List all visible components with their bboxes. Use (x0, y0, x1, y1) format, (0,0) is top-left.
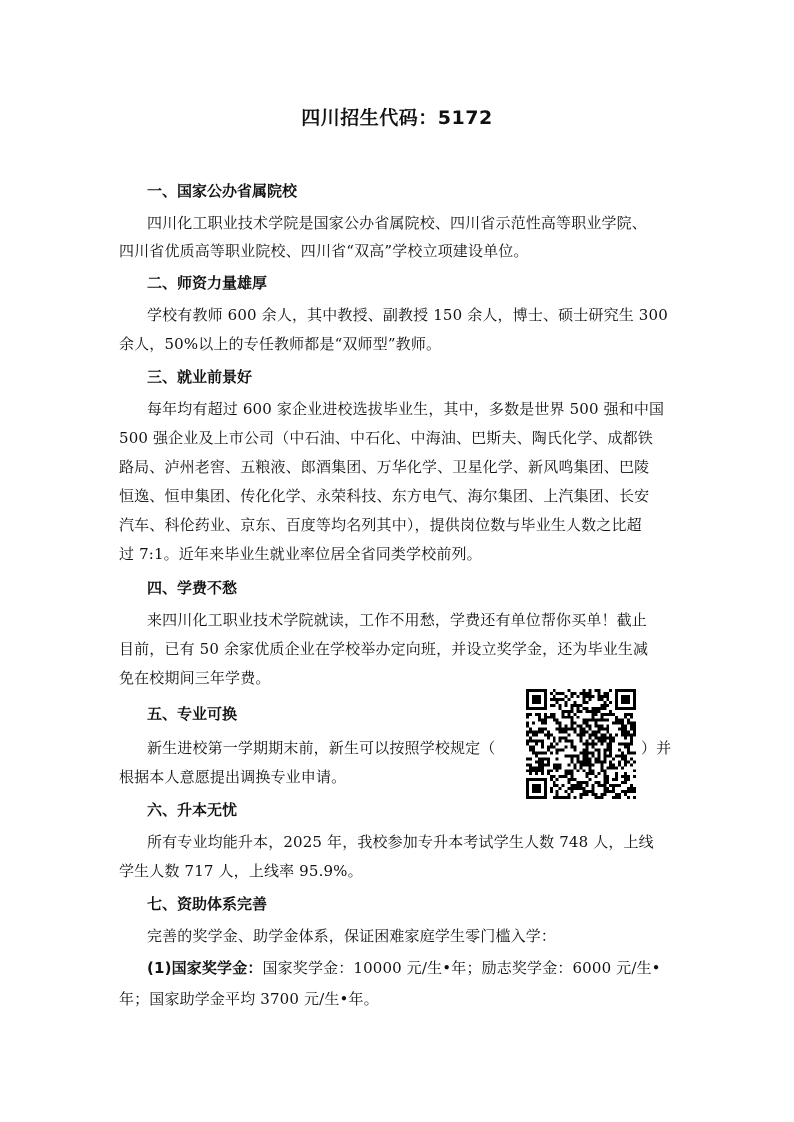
section-5-line-1a: 新生进校第一学期期末前，新生可以按照学校规定（ (147, 739, 496, 757)
section-4-line-2: 目前，已有 50 余家优质企业在学校举办定向班，并设立奖学金，还为毕业生减 (119, 640, 649, 658)
section-6-line-1: 所有专业均能升本，2025 年，我校参加专升本考试学生人数 748 人，上线 (147, 833, 654, 851)
section-1-line-2: 四川省优质高等职业院校、四川省“双高”学校立项建设单位。 (119, 242, 529, 260)
section-3-line-3: 路局、泸州老窖、五粮液、郎酒集团、万华化学、卫星化学、新风鸣集团、巴陵 (119, 458, 650, 476)
section-5-line-2: 根据本人意愿提出调换专业申请。 (119, 768, 347, 786)
page-title: 四川招生代码：5172 (301, 107, 493, 129)
section-3-line-2: 500 强企业及上市公司（中石油、中石化、中海油、巴斯夫、陶氏化学、成都铁 (119, 429, 653, 447)
section-heading-6: 六、升本无忧 (147, 801, 238, 819)
national-scholarship-text: 国家奖学金：10000 元/生•年；励志奖学金：6000 元/生• (262, 959, 661, 977)
section-6-line-2: 学生人数 717 人，上线率 95.9%。 (119, 862, 363, 880)
section-heading-5: 五、专业可换 (147, 705, 238, 723)
section-heading-3: 三、就业前景好 (147, 368, 253, 386)
section-heading-2: 二、师资力量雄厚 (147, 274, 268, 292)
section-4-line-3: 免在校期间三年学费。 (119, 669, 271, 687)
section-7-line-2 (147, 957, 661, 978)
section-3-line-6: 过 7:1。近年来毕业生就业率位居全省同类学校前列。 (119, 545, 482, 563)
section-heading-4: 四、学费不愁 (147, 579, 238, 597)
qr-code-icon (526, 689, 636, 799)
section-5-line-1b: ）并 (641, 739, 672, 757)
section-2-line-2: 余人，50%以上的专任教师都是“双师型”教师。 (119, 335, 442, 353)
section-3-line-4: 恒逸、恒申集团、传化化学、永荣科技、东方电气、海尔集团、上汽集团、长安 (119, 487, 650, 505)
section-2-line-1: 学校有教师 600 余人，其中教授、副教授 150 余人，博士、硕士研究生 300 (147, 306, 668, 324)
section-7-line-1: 完善的奖学金、助学金体系，保证困难家庭学生零门槛入学： (147, 927, 557, 945)
section-3-line-5: 汽车、科伦药业、京东、百度等均名列其中），提供岗位数与毕业生人数之比超 (119, 516, 642, 534)
section-4-line-1: 来四川化工职业技术学院就读，工作不用愁，学费还有单位帮你买单！截止 (147, 611, 647, 629)
section-3-line-1: 每年均有超过 600 家企业进校选拔毕业生，其中，多数是世界 500 强和中国 (147, 400, 665, 418)
section-7-line-3: 年；国家助学金平均 3700 元/生•年。 (119, 990, 379, 1008)
section-1-line-1: 四川化工职业技术学院是国家公办省属院校、四川省示范性高等职业学院、 (147, 214, 647, 232)
section-heading-1: 一、国家公办省属院校 (147, 182, 298, 200)
section-heading-7: 七、资助体系完善 (147, 895, 268, 913)
national-scholarship-label: (1)国家奖学金： (147, 959, 263, 977)
